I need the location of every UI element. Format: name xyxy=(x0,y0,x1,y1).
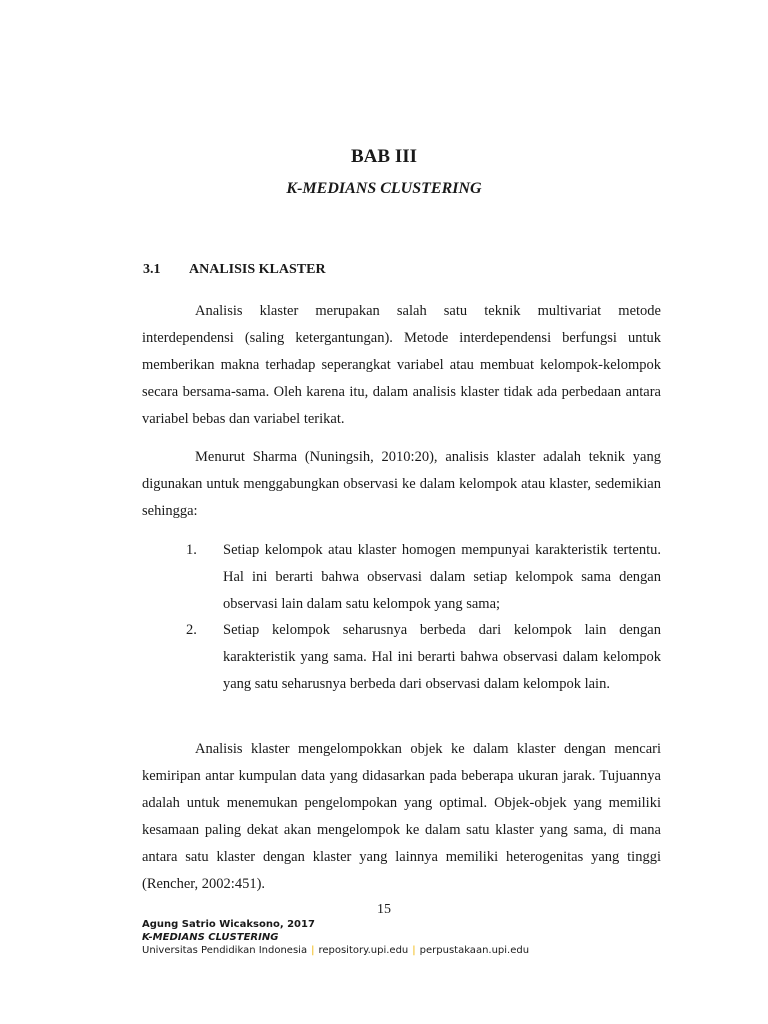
footer-separator: | xyxy=(311,945,315,956)
footer-author: Agung Satrio Wicaksono, 2017 xyxy=(142,919,315,930)
section-title: ANALISIS KLASTER xyxy=(189,262,326,277)
paragraph-2: Menurut Sharma (Nuningsih, 2010:20), analisis klaster adalah teknik yang digunakan untuk menggabungkan observasi ke dalam kelompok atau klaster, sedemikian sehingga: xyxy=(142,449,661,519)
footer xyxy=(142,918,529,957)
chapter-heading: BAB III xyxy=(351,146,417,167)
footer-library-link[interactable]: perpustakaan.upi.edu xyxy=(419,945,530,956)
list-item: Setiap kelompok seharusnya berbeda dari kelompok lain dengan karakteristik yang sama. Hal ini berarti bahwa observasi dalam kelompok yang satu seharusnya berbeda dari observasi dalam kelompok lain. xyxy=(223,622,661,692)
chapter-title: K-MEDIANS CLUSTERING xyxy=(286,180,482,197)
footer-repository-link[interactable]: repository.upi.edu xyxy=(318,945,409,956)
list-item-number: 1. xyxy=(186,542,197,558)
page-number: 15 xyxy=(377,902,391,917)
footer-institution: Universitas Pendidikan Indonesia xyxy=(142,945,308,956)
section-heading xyxy=(143,262,326,278)
list-item: Setiap kelompok atau klaster homogen mempunyai karakteristik tertentu. Hal ini berarti bahwa observasi dalam setiap kelompok sama dengan observasi lain dalam satu kelompok yang sama; xyxy=(223,542,661,612)
section-number: 3.1 xyxy=(143,262,161,277)
footer-separator: | xyxy=(412,945,416,956)
paragraph-1: Analisis klaster merupakan salah satu teknik multivariat metode interdependensi (saling ketergantungan). Metode interdependensi berfungsi untuk memberikan makna terhadap seperangkat variabel atau membuat kelompok-kelompok secara bersama-sama. Oleh karena itu, dalam analisis klaster tidak ada perbedaan antara variabel bebas dan variabel terikat. xyxy=(142,303,661,427)
footer-title: K-MEDIANS CLUSTERING xyxy=(142,932,279,943)
footer-links xyxy=(142,944,529,957)
list-item-number: 2. xyxy=(186,622,197,638)
paragraph-3: Analisis klaster mengelompokkan objek ke dalam klaster dengan mencari kemiripan antar kumpulan data yang didasarkan pada beberapa ukuran jarak. Tujuannya adalah untuk menemukan pengelompokan yang optimal. Objek-objek yang memiliki kesamaan paling dekat akan mengelompok ke dalam satu klaster yang sama, di mana antara satu klaster dengan klaster yang lainnya memiliki heterogenitas yang tinggi (Rencher, 2002:451). xyxy=(142,741,661,892)
